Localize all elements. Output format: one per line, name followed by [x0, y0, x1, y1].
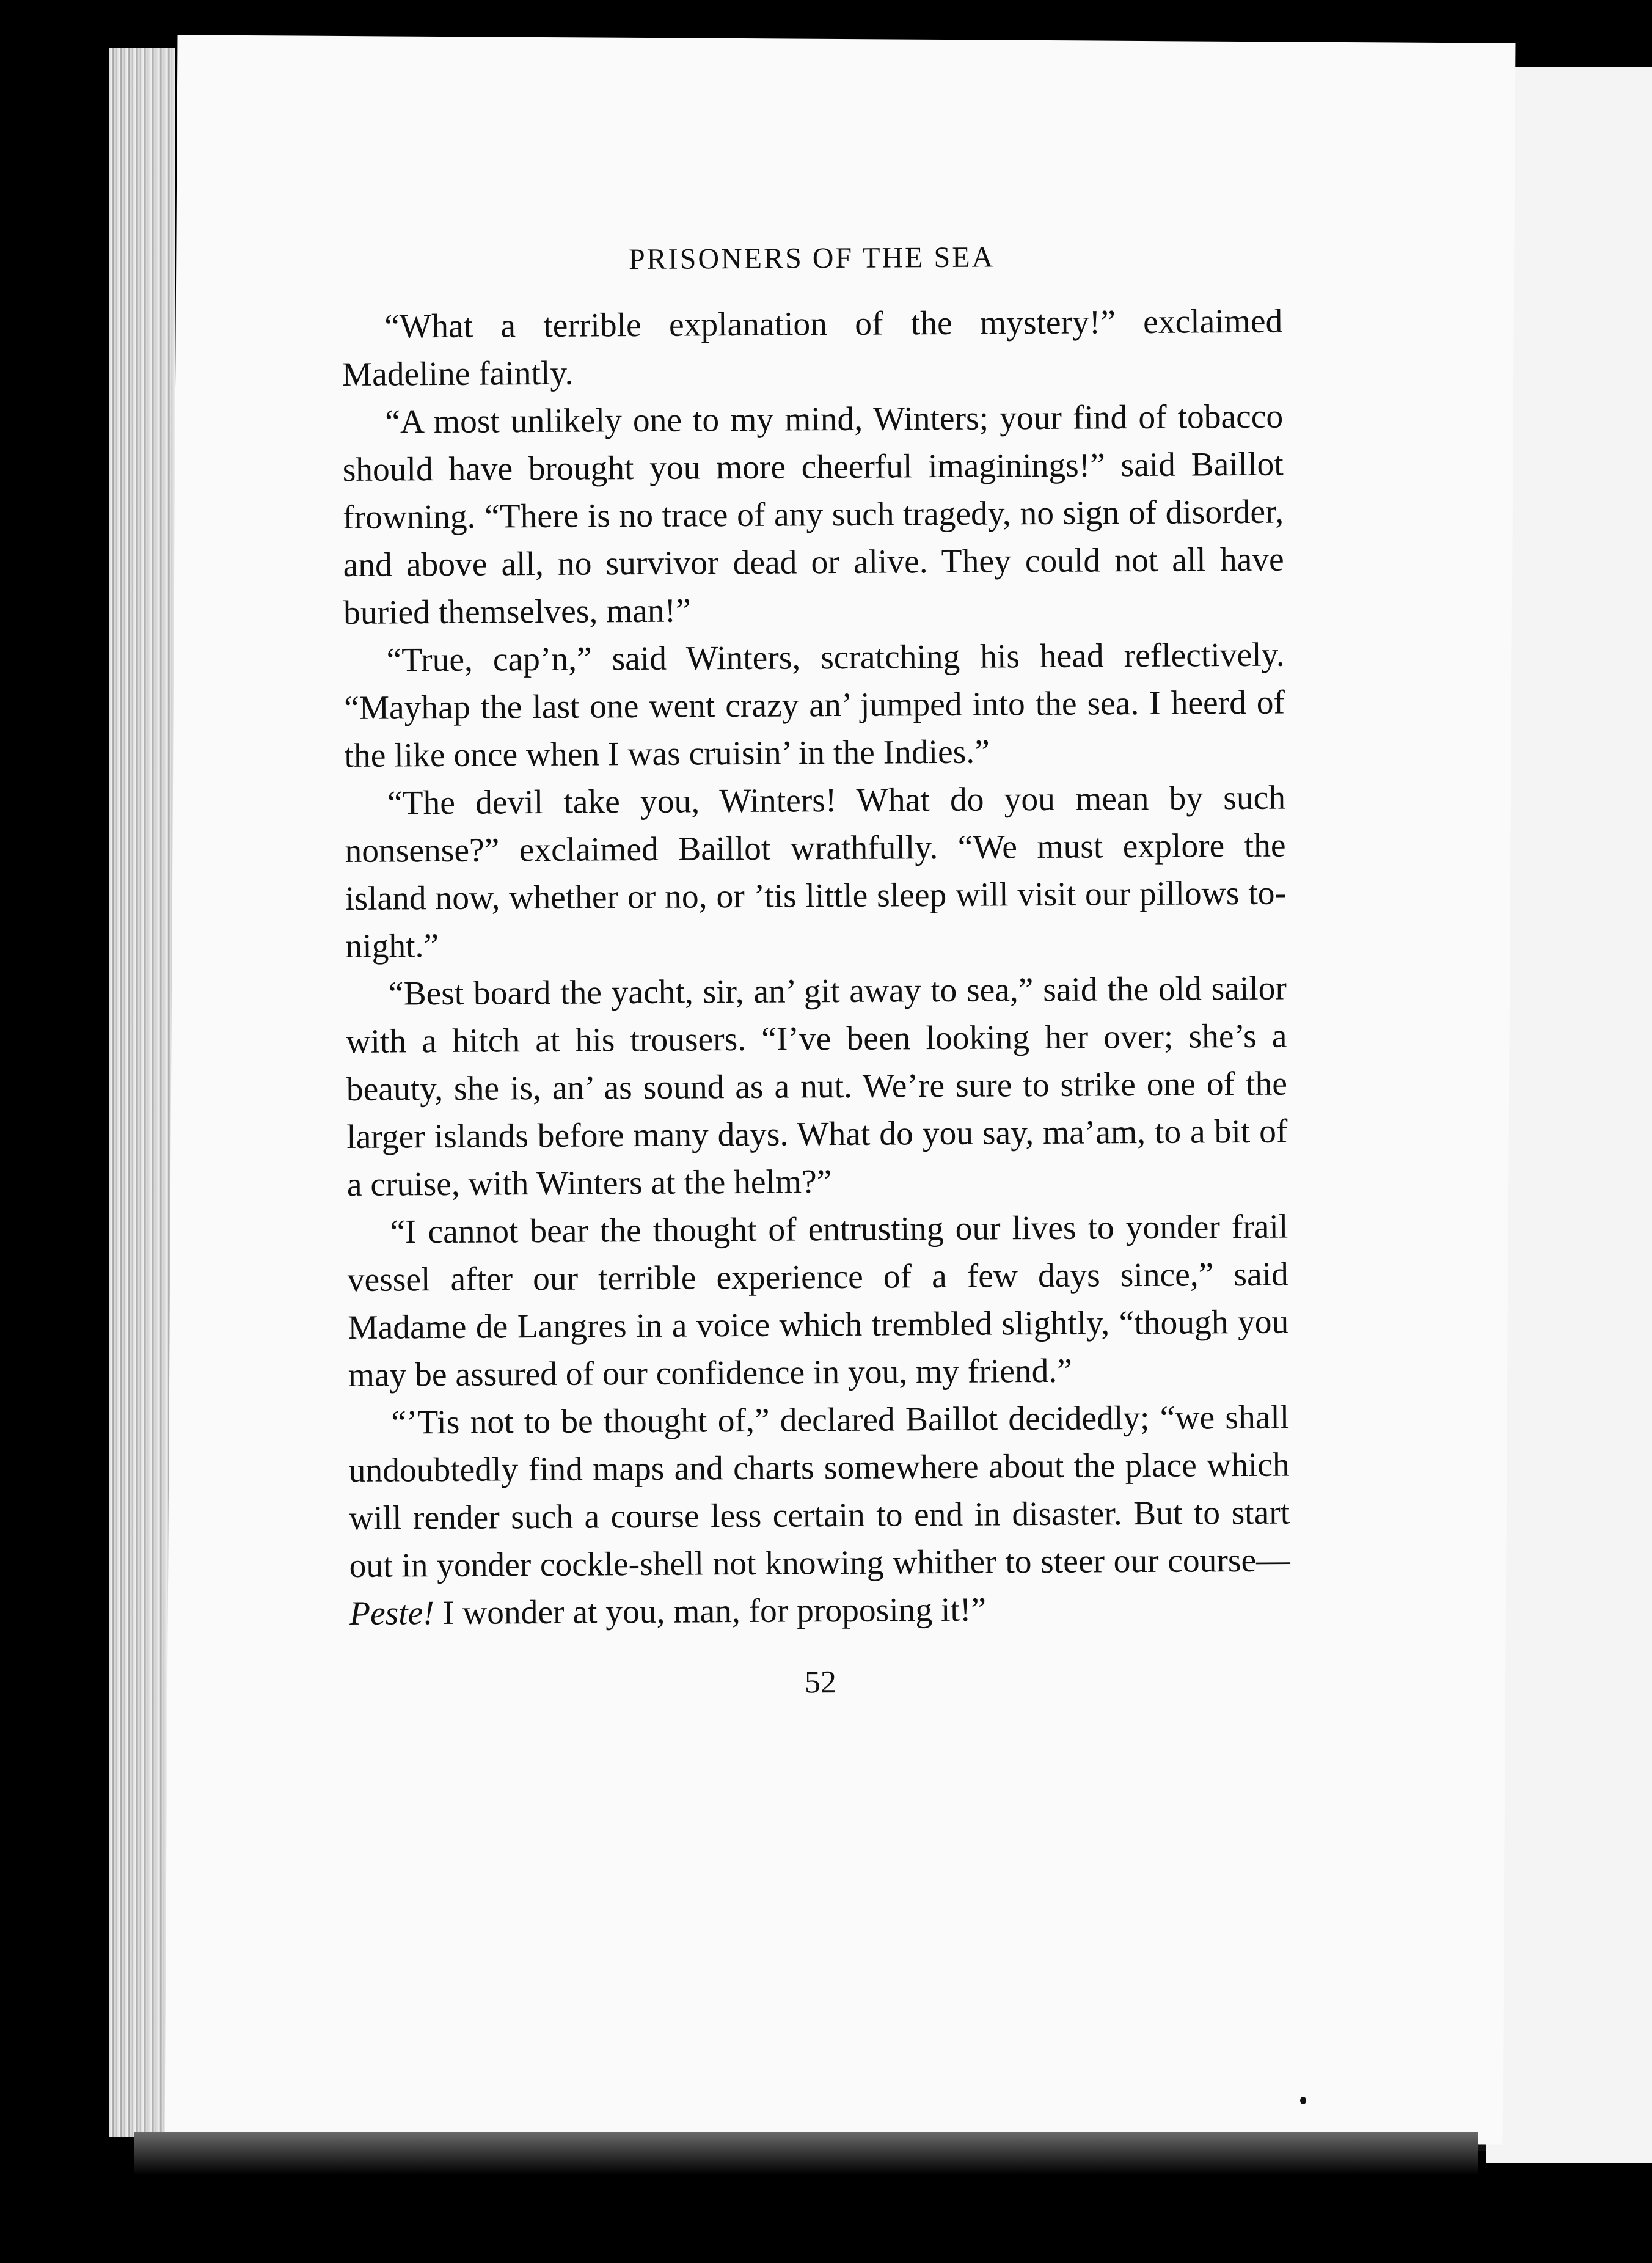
- book-page: [165, 35, 1516, 2144]
- paragraph: “Best board the yacht, sir, an’ git away to sea,” said the old sailor with a hitch at his trousers. “I’ve been looking her over; she’s a beauty, she is, an’ as sound as a nut. We’re sure to strike one of the larger islands before many days. What do you say, ma’am, to a bit of a cruise, with Winters at the helm?”: [346, 970, 1288, 1204]
- page-number: 52: [804, 1664, 837, 1700]
- paragraph: “What a terrible explanation of the mystery!” exclaimed Madeline faintly.: [342, 302, 1283, 393]
- page-edge-stack: [109, 48, 175, 2137]
- italic-exclamation: Peste!: [349, 1594, 434, 1632]
- page-text-block: [341, 238, 1291, 1703]
- paragraph: “The devil take you, Winters! What do you mean by such nonsense?” exclaimed Baillot wrathfully. “We must explore the island now, whether or no, or ’tis little sleep will visit our pillows to-night.”: [345, 779, 1287, 965]
- bottom-page-edge: [134, 2132, 1478, 2175]
- paragraph: “True, cap’n,” said Winters, scratching his head reflectively. “Mayhap the last one went crazy an’ jumped into the sea. I heerd of the like once when I was cruisin’ in the Indies.”: [343, 636, 1285, 775]
- paragraph-text: I wonder at you, man, for proposing it!”: [434, 1591, 987, 1632]
- running-head: PRISONERS OF THE SEA: [628, 241, 995, 276]
- paragraph-text: “’Tis not to be thought of,” declared Baillot decidedly; “we shall undoubtedly find maps and charts somewhere about the place which will render such a course less certain to end in disaster. But to start out in yonder cockle-shell not knowing whither to steer our course—: [348, 1398, 1290, 1585]
- paragraph: “I cannot bear the thought of entrusting our lives to yonder frail vessel after our terrible experience of a few days since,” said Madame de Langres in a voice which trembled slightly, “though you may be assured of our confidence in you, my friend.”: [347, 1208, 1289, 1394]
- paragraph: [348, 1394, 1290, 1637]
- paragraph: “A most unlikely one to my mind, Winters; your find of tobacco should have brought you more cheerful imaginings!” said Baillot frowning. “There is no trace of any such tragedy, no sign of disorder, and above all, no survivor dead or alive. They could not all have buried themselves, man!”: [342, 398, 1284, 632]
- ink-speck: [1300, 2097, 1306, 2104]
